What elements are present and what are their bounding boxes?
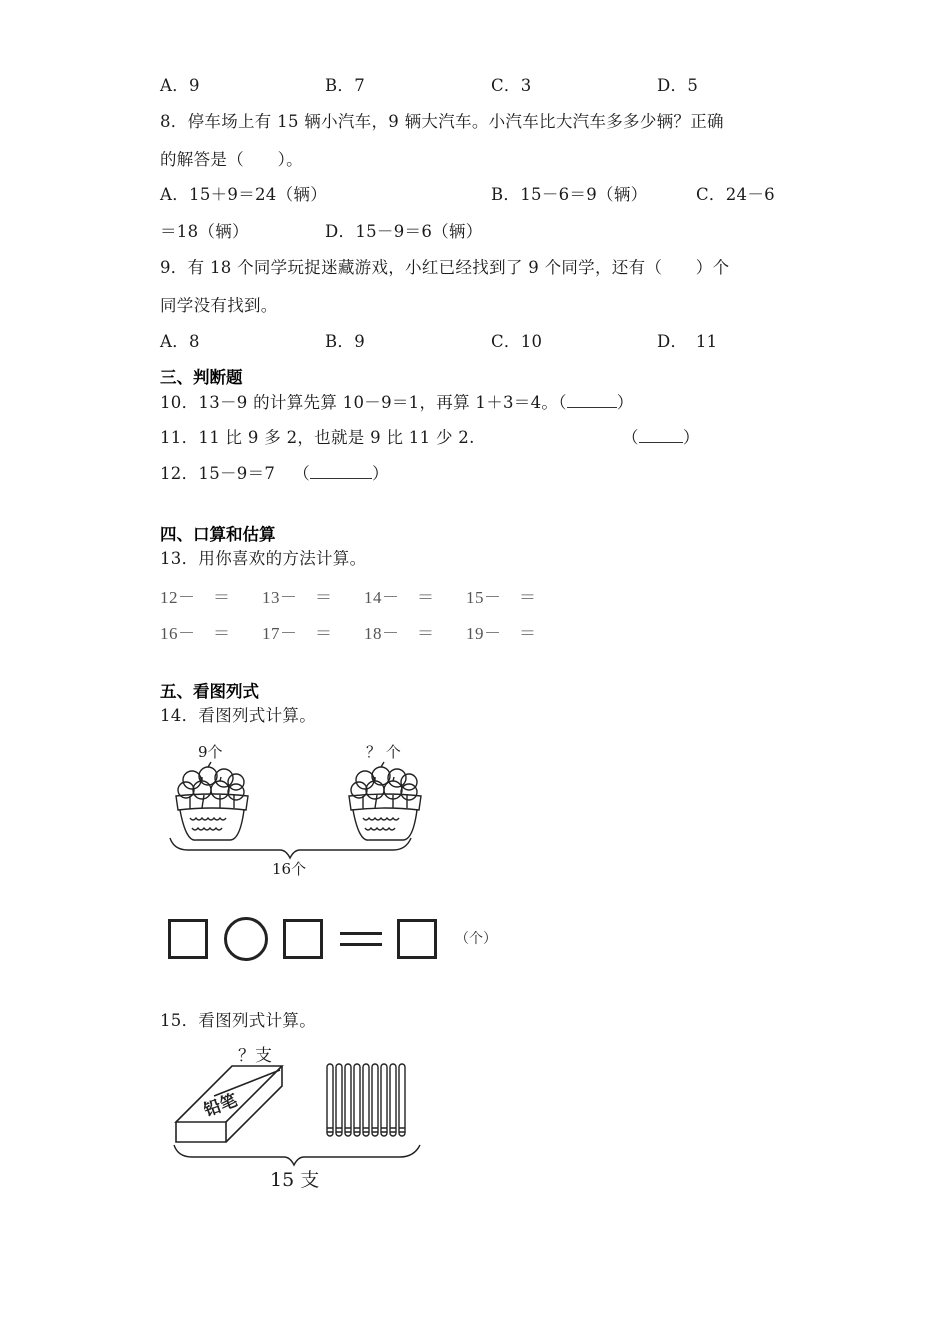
q9-stem-line1: 9．有 18 个同学玩捉迷藏游戏，小红已经找到了 9 个同学，还有（ ）个 [160,258,730,277]
curly-brace-icon [168,836,413,858]
q13-item-1[interactable]: 12－ ＝ [160,588,231,607]
q7-option-d: D．5 [657,76,699,95]
q13-item-5[interactable]: 16－ ＝ [160,624,231,643]
pencil-box-icon [174,1062,286,1144]
equals-sign [340,932,382,946]
q7-option-b: B．7 [325,76,366,95]
section-title-mental-math: 四、口算和估算 [160,525,276,544]
q15-prompt: 15．看图列式计算。 [160,1011,316,1030]
q7-option-a: A．9 [160,76,200,95]
q8-option-c-part1: C．24－6 [696,185,775,204]
q11-text: 11．11 比 9 多 2，也就是 9 比 11 少 2. [160,428,475,447]
pencil-box-text: 铅笔 [201,1090,241,1122]
q9-stem-line2: 同学没有找到。 [160,296,278,315]
q8-option-a: A．15＋9＝24（辆） [160,185,328,204]
q7-option-c: C．3 [491,76,532,95]
section-title-picture-equation: 五、看图列式 [160,682,259,701]
q13-item-7[interactable]: 18－ ＝ [364,624,435,643]
section-title-judgement: 三、判断题 [160,368,243,387]
q13-item-8[interactable]: 19－ ＝ [466,624,537,643]
q10-paren-close: ） [616,393,634,412]
q9-option-c: C．10 [491,332,543,351]
answer-box-1[interactable] [168,919,208,959]
q10-paren-open: （ [558,393,567,412]
q15-total-label: 15 支 [270,1169,320,1191]
curly-brace-icon [172,1143,422,1165]
q12-paren-close: ） [372,464,389,483]
q9-option-b: B．9 [325,332,366,351]
q11-paren-close: ） [682,428,700,447]
q13-prompt: 13．用你喜欢的方法计算。 [160,549,367,568]
q8-option-b: B．15－6＝9（辆） [491,185,648,204]
pencils-icon [326,1062,416,1144]
apple-basket-left-icon [172,762,252,842]
q13-item-3[interactable]: 14－ ＝ [364,588,435,607]
q8-stem-line1: 8．停车场上有 15 辆小汽车，9 辆大汽车。小汽车比大汽车多多少辆？正确 [160,112,724,131]
apple-basket-right-icon [345,762,425,842]
operator-circle[interactable] [224,917,268,961]
q14-total-label: 16个 [272,860,307,878]
q12-row [160,464,389,484]
q10-answer-blank[interactable] [567,393,617,408]
q9-option-a: A．8 [160,332,200,351]
q8-option-c-part2: ＝18（辆） [160,222,249,241]
q13-item-2[interactable]: 13－ ＝ [262,588,333,607]
q8-option-d: D．15－9＝6（辆） [325,222,483,241]
answer-box-2[interactable] [283,919,323,959]
q14-prompt: 14．看图列式计算。 [160,706,316,725]
q14-unit: （个） [455,931,497,947]
q14-right-label: ？ 个 [366,743,401,761]
q12-text: 12．15－9＝7 [160,464,276,483]
q11-paren-open: （ [622,428,639,447]
q11-answer [622,428,700,448]
q13-item-4[interactable]: 15－ ＝ [466,588,537,607]
q15-box-label: ？支 [238,1046,272,1066]
answer-box-result[interactable] [397,919,437,959]
q8-stem-line2: 的解答是（ ）。 [160,150,303,169]
q12-answer-blank[interactable] [310,464,372,479]
q11-answer-blank[interactable] [639,428,683,443]
q9-option-d: D． 11 [657,332,718,351]
q13-item-6[interactable]: 17－ ＝ [262,624,333,643]
q10-text: 10．13－9 的计算先算 10－9＝1，再算 1＋3＝4。 [160,393,559,412]
q12-paren-open: （ [293,464,310,483]
q14-left-label: 9个 [198,743,223,761]
q10-row [160,393,634,413]
